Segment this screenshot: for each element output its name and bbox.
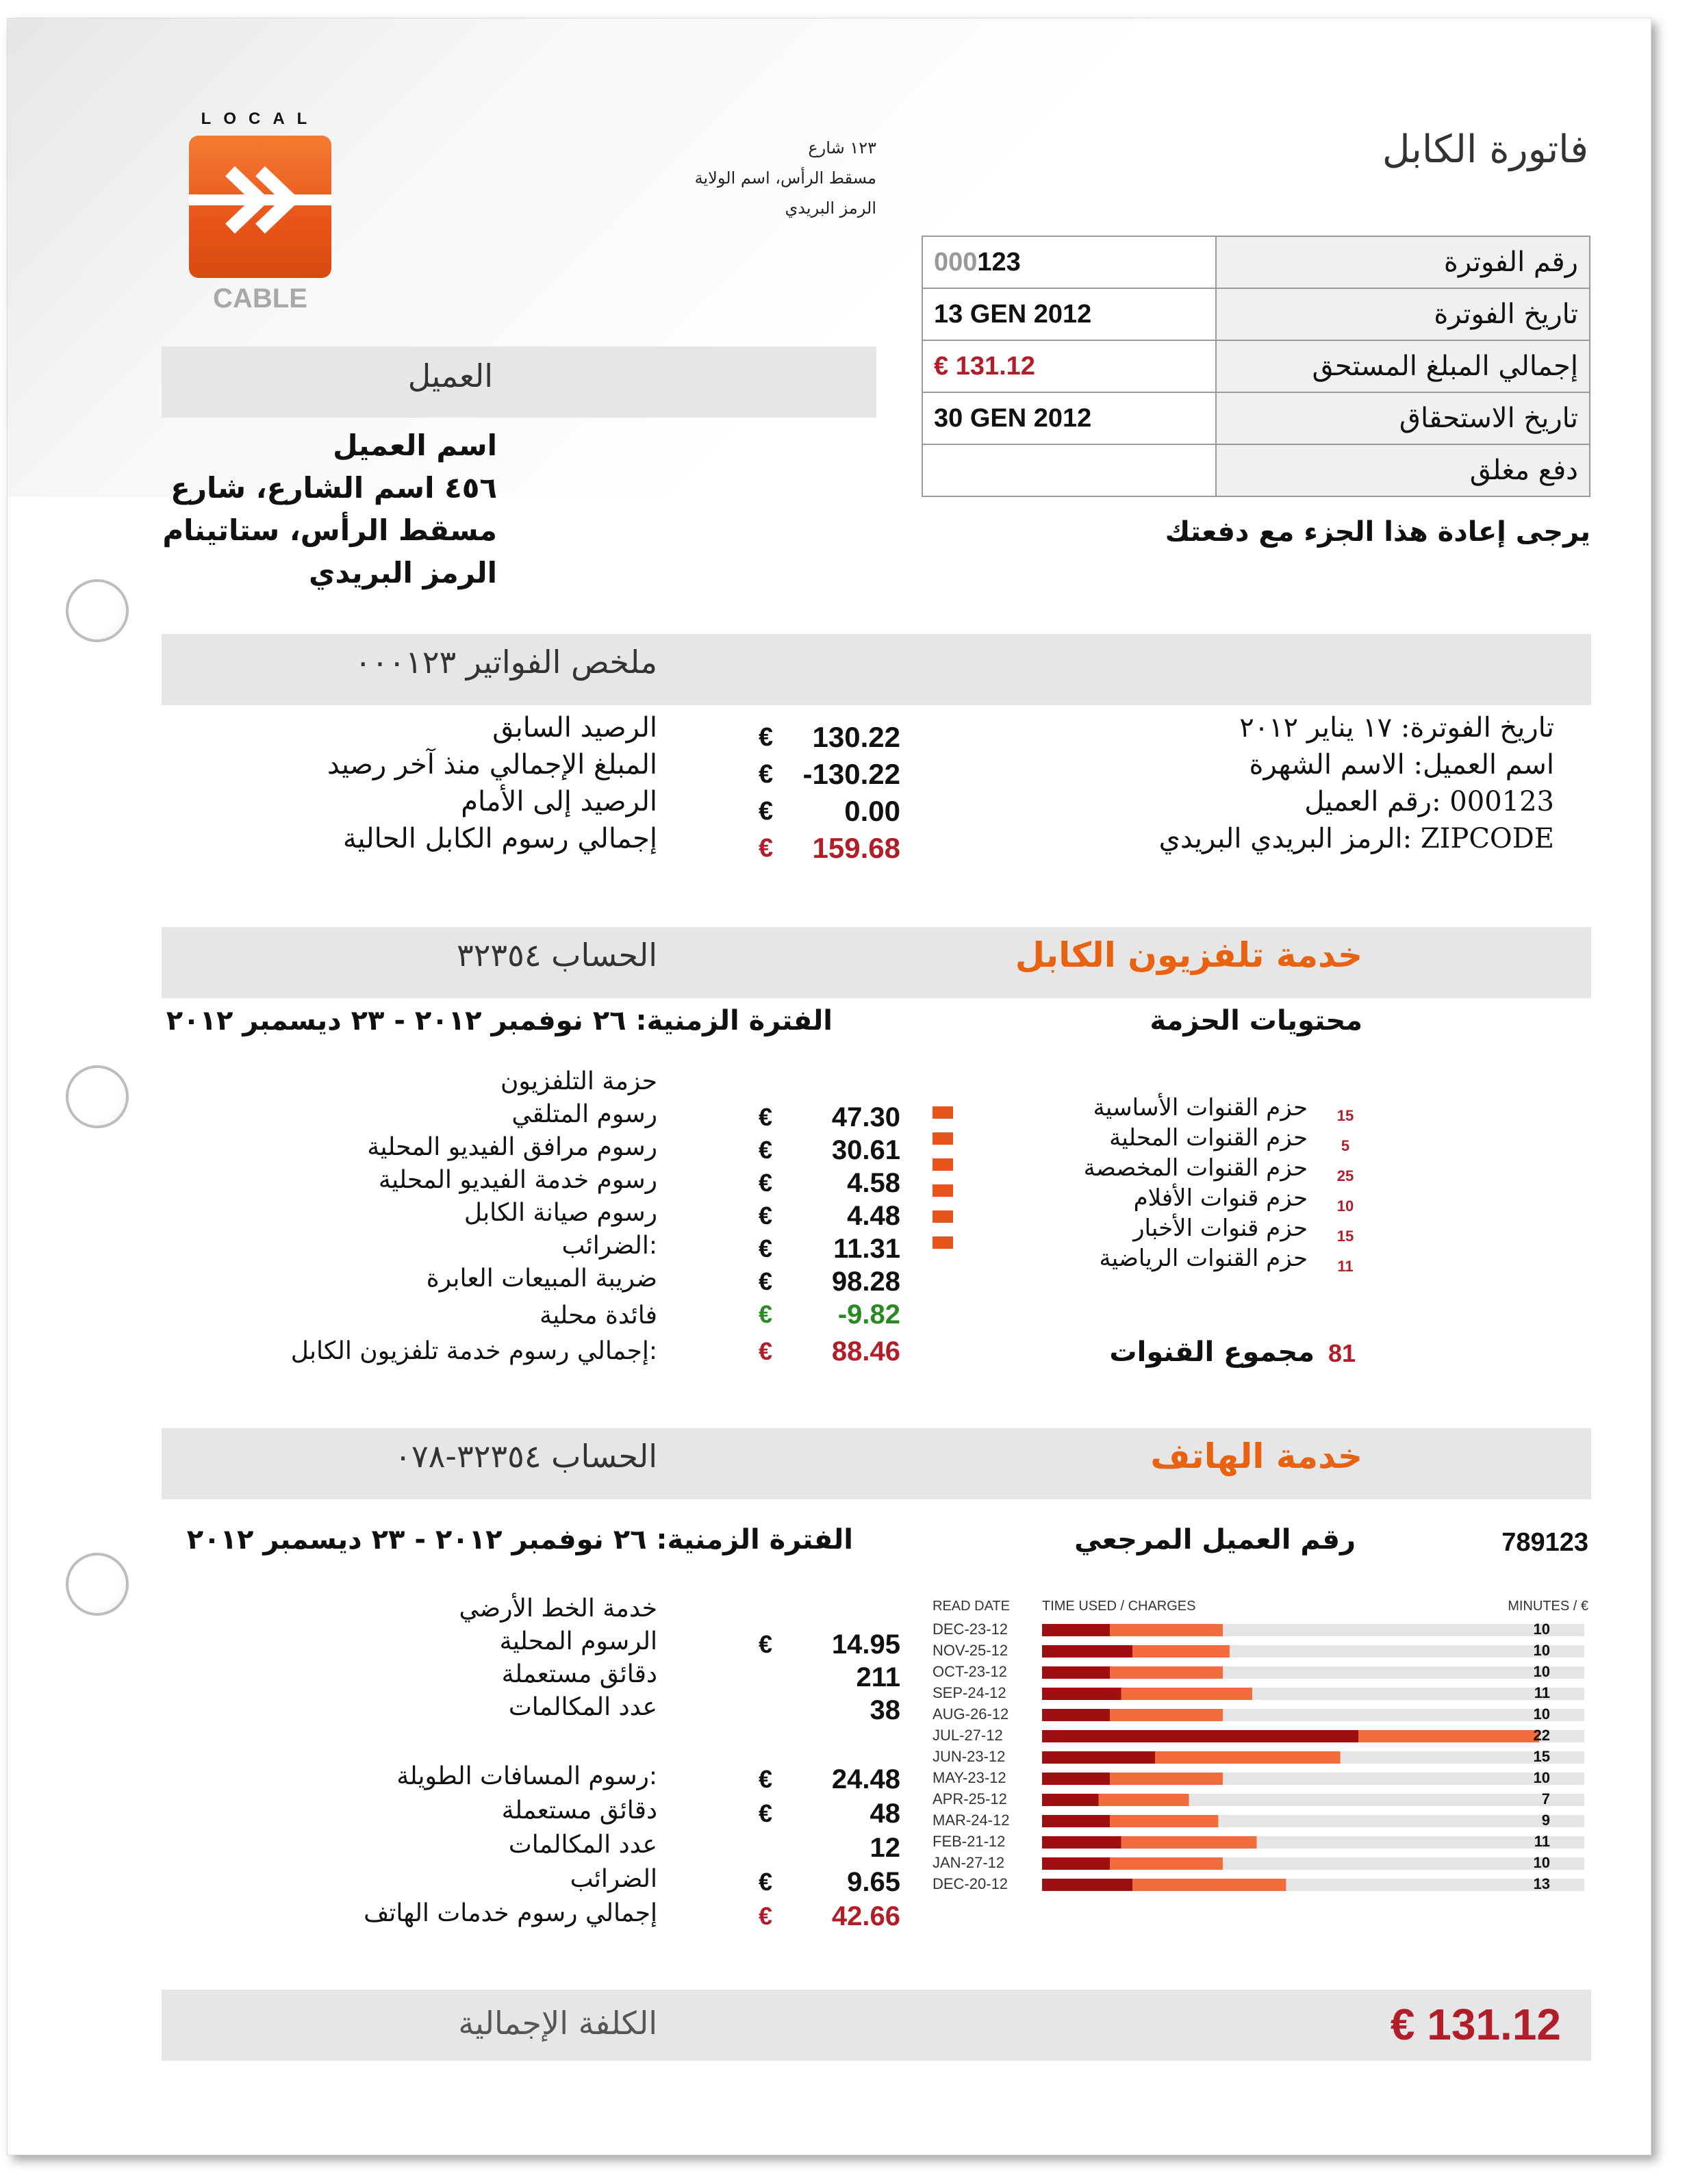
package-contents-header: محتويات الحزمة: [1150, 1005, 1362, 1037]
usage-chart-svg: [933, 1595, 1590, 1910]
currency-symbol: €: [759, 834, 774, 863]
chart-value-label: 7: [1541, 1790, 1550, 1807]
charge-marker: [933, 1184, 953, 1197]
charge-amount: 42.66: [831, 1901, 900, 1931]
chart-bar-light: [1121, 1688, 1252, 1700]
package-name: حزم القنوات الأساسية: [1093, 1094, 1308, 1121]
invoice-number-value: 000123: [922, 236, 1216, 288]
phone-long-currencies: [759, 1762, 782, 1933]
return-note: يرجى إعادة هذا الجزء مع دفعتك: [1165, 516, 1590, 548]
tv-title: خدمة تلفزيون الكابل: [1015, 935, 1362, 975]
chart-bar-light: [1121, 1836, 1257, 1849]
punch-hole: [66, 1065, 129, 1128]
channels-total-label: مجموع القنوات: [1109, 1336, 1315, 1368]
grand-total: [1301, 1999, 1561, 2050]
company-address-line: ١٢٣ شارع: [808, 138, 876, 157]
chart-category-label: SEP-24-12: [933, 1684, 1006, 1701]
chart-category-label: FEB-21-12: [933, 1833, 1006, 1850]
currency-symbol: €: [759, 1799, 773, 1827]
charge-label: عدد المكالمات: [508, 1831, 657, 1859]
customer-header: العميل: [407, 357, 493, 394]
charge-amount: 98.28: [831, 1267, 900, 1297]
chart-header-read-date: READ DATE: [933, 1599, 1010, 1614]
invoice-number-label: رقم الفوترة: [1216, 236, 1590, 288]
charge-amount: 211: [856, 1662, 900, 1692]
charge-amount: 48: [870, 1799, 900, 1829]
info-line: 000123 :رقم العميل: [1304, 786, 1554, 817]
chart-value-label: 15: [1533, 1748, 1550, 1765]
package-title: حزمة التلفزيون: [500, 1067, 657, 1095]
charge-amount: 47.30: [831, 1102, 900, 1132]
table-row: [922, 340, 1590, 392]
charge-amount: 24.48: [831, 1764, 900, 1794]
info-line: تاريخ الفوترة: ١٧ يناير ٢٠١٢: [1239, 712, 1554, 744]
phone-local-currencies: [759, 1628, 782, 1727]
customer-line: الرمز البريدي: [308, 556, 497, 589]
summary-currencies: [759, 719, 782, 867]
chart-bar-light: [1110, 1815, 1218, 1827]
charge-amount: 88.46: [831, 1336, 900, 1367]
package-name: حزم القنوات المخصصة: [1083, 1154, 1308, 1182]
chart-value-label: 10: [1533, 1769, 1550, 1786]
chart-bar-light: [1358, 1730, 1539, 1742]
currency-symbol: €: [759, 1337, 773, 1365]
currency-symbol: €: [759, 1103, 773, 1131]
due-date-label: تاريخ الاستحقاق: [1216, 392, 1590, 444]
phone-local-labels: [205, 1592, 657, 1724]
currency-symbol: €: [759, 760, 774, 789]
chart-category-label: APR-25-12: [933, 1790, 1007, 1807]
logo-top-text: LOCAL: [201, 110, 320, 128]
package-name: حزم القنوات الرياضية: [1099, 1245, 1308, 1272]
chart-bar-dark: [1042, 1836, 1121, 1849]
balance-forward-amount: 0.00: [844, 795, 900, 827]
chart-bar-light: [1132, 1879, 1286, 1891]
chart-category-label: MAY-23-12: [933, 1769, 1006, 1786]
chart-category-label: DEC-20-12: [933, 1875, 1009, 1892]
summary-labels: [205, 709, 657, 857]
customer-line: مسقط الرأس، ستاتينام: [162, 513, 497, 547]
amount-due-label: إجمالي المبلغ المستحق: [1216, 340, 1590, 392]
package-count: 10: [1336, 1197, 1354, 1215]
charge-amount: 38: [870, 1695, 900, 1725]
chart-bar-dark: [1042, 1794, 1099, 1806]
charge-label: رسوم خدمة الفيديو المحلية: [378, 1166, 657, 1194]
invoice-date-label: تاريخ الفوترة: [1216, 288, 1590, 340]
package-count: 15: [1336, 1107, 1354, 1124]
landline-title: خدمة الخط الأرضي: [459, 1595, 657, 1623]
chart-header-time-used: TIME USED / CHARGES: [1042, 1599, 1196, 1614]
amount-due-value: € 131.12: [922, 340, 1216, 392]
chart-bar-dark: [1042, 1773, 1110, 1785]
chart-category-label: AUG-26-12: [933, 1705, 1009, 1723]
package-list: [1027, 1093, 1308, 1273]
chart-bar-dark: [1042, 1624, 1110, 1636]
logo-bottom-text: CABLE: [213, 283, 307, 314]
customer-line: ٤٥٦ اسم الشارع، شارع: [170, 471, 497, 505]
phone-title: خدمة الهاتف: [1150, 1436, 1362, 1476]
charge-amount: 4.58: [847, 1168, 900, 1198]
logo-icon: [189, 136, 331, 278]
invoice-table: [922, 236, 1590, 497]
chart-bar-dark: [1042, 1751, 1155, 1764]
charge-label: عدد المكالمات: [508, 1693, 657, 1721]
phone-account: الحساب ٣٢٣٥٤-٠٧٨: [394, 1438, 657, 1475]
currency-symbol: €: [759, 797, 774, 826]
chart-bar-light: [1132, 1645, 1230, 1658]
charge-label: رسوم مرافق الفيديو المحلية: [367, 1133, 657, 1161]
chart-bar-dark: [1042, 1815, 1110, 1827]
table-row: [922, 288, 1590, 340]
invoice-date-value: 13 GEN 2012: [922, 288, 1216, 340]
customer-line: اسم العميل: [333, 429, 497, 462]
currency-symbol: €: [759, 1902, 773, 1930]
charge-label: :رسوم المسافات الطويلة: [396, 1762, 657, 1790]
punch-hole: [66, 1553, 129, 1616]
due-date-value: 30 GEN 2012: [922, 392, 1216, 444]
chart-bar-light: [1110, 1666, 1223, 1679]
chart-bar-light: [1110, 1709, 1223, 1721]
chart-category-label: OCT-23-12: [933, 1663, 1007, 1680]
punch-hole: [66, 579, 129, 642]
chart-value-label: 11: [1534, 1833, 1550, 1850]
currency-symbol: €: [759, 1169, 773, 1197]
currency-symbol: €: [759, 1868, 773, 1896]
tv-period: الفترة الزمنية: ٢٦ نوفمبر ٢٠١٢ - ٢٣ ديسمبر ٢٠١٢: [166, 1005, 833, 1037]
chart-value-label: 10: [1533, 1663, 1550, 1680]
company-address-line: مسقط الرأس، اسم الولاية: [694, 168, 876, 188]
charge-amount: 14.95: [831, 1629, 900, 1660]
chart-bar-light: [1110, 1773, 1223, 1785]
reference-value: 789123: [1501, 1528, 1588, 1557]
charge-label: دقائق مستعملة: [501, 1796, 657, 1825]
package-count: 11: [1337, 1258, 1354, 1275]
currency-symbol: [759, 1831, 782, 1865]
chart-header-minutes: MINUTES / €: [1508, 1599, 1588, 1614]
table-row: [922, 236, 1590, 288]
current-charges-label: إجمالي رسوم الكابل الحالية: [342, 823, 657, 854]
info-line: اسم العميل: الاسم الشهرة: [1249, 749, 1554, 780]
previous-balance-label: الرصيد السابق: [492, 712, 657, 744]
total-since-label: المبلغ الإجمالي منذ آخر رصيد: [327, 749, 657, 780]
chart-category-label: JUL-27-12: [933, 1727, 1003, 1744]
charge-marker: [933, 1158, 953, 1171]
charge-amount: 9.65: [847, 1867, 900, 1897]
table-row: [922, 392, 1590, 444]
phone-long-labels: [205, 1760, 657, 1931]
currency-symbol: €: [759, 1300, 773, 1328]
chart-bar-dark: [1042, 1879, 1132, 1891]
chart-value-label: 22: [1533, 1727, 1550, 1744]
chart-category-label: JAN-27-12: [933, 1854, 1005, 1871]
current-charges-amount: 159.68: [812, 832, 900, 864]
charge-label: رسوم المتلقي: [511, 1100, 657, 1128]
phone-long-amounts: [781, 1762, 900, 1933]
charge-marker: [933, 1210, 953, 1223]
charge-label: الرسوم المحلية: [499, 1627, 657, 1655]
info-line: ZIPCODE :الرمز البريدي البريدي: [1158, 823, 1554, 854]
currency-symbol: [759, 1661, 782, 1694]
package-name: حزم قنوات الأخبار: [1133, 1215, 1308, 1242]
currency-symbol: €: [759, 1136, 773, 1164]
package-name: حزم قنوات الأفلام: [1133, 1184, 1308, 1212]
charge-label: الضرائب: [570, 1865, 657, 1893]
currency-symbol: €: [759, 1234, 773, 1262]
chart-bar-dark: [1042, 1688, 1121, 1700]
tv-amounts: [781, 1101, 900, 1368]
chart-value-label: 10: [1533, 1705, 1550, 1723]
total-amount: 131.12: [1427, 2000, 1561, 2049]
tv-charge-labels: [205, 1065, 657, 1368]
payment-closed-label: دفع مغلق: [1216, 444, 1590, 496]
chart-category-label: MAR-24-12: [933, 1812, 1010, 1829]
chart-value-label: 9: [1541, 1812, 1550, 1829]
currency-symbol: €: [759, 1630, 773, 1658]
charge-label: فائدة محلية: [539, 1301, 657, 1330]
package-count: 5: [1341, 1137, 1350, 1154]
chart-value-label: 11: [1534, 1684, 1550, 1701]
tv-currencies: [759, 1101, 782, 1368]
charge-label: دقائق مستعملة: [501, 1660, 657, 1688]
chart-bar-light: [1110, 1857, 1223, 1870]
chart-bar-dark: [1042, 1645, 1132, 1658]
company-address: [602, 133, 876, 223]
charge-amount: -9.82: [837, 1299, 900, 1330]
charge-amount: 12: [870, 1833, 900, 1863]
charge-amount: 11.31: [833, 1234, 900, 1264]
tv-account: الحساب ٣٢٣٥٤: [456, 937, 657, 974]
chart-bar-light: [1110, 1624, 1223, 1636]
chart-bar-light: [1099, 1794, 1189, 1806]
charge-label: ضريبة المبيعات العابرة: [426, 1265, 657, 1293]
charge-marker: [933, 1132, 953, 1145]
package-count: 15: [1336, 1228, 1354, 1245]
total-currency: €: [1390, 2000, 1415, 2049]
chart-bar-dark: [1042, 1857, 1110, 1870]
total-label: الكلفة الإجمالية: [458, 2005, 657, 2042]
charge-marker: [933, 1106, 953, 1119]
package-count: 25: [1336, 1167, 1354, 1184]
currency-symbol: €: [759, 1765, 773, 1793]
summary-header: ملخص الفواتير ٠٠٠١٢٣: [354, 644, 657, 681]
phone-period: الفترة الزمنية: ٢٦ نوفمبر ٢٠١٢ - ٢٣ ديسمبر ٢٠١٢: [186, 1524, 853, 1556]
charge-marker: [933, 1236, 953, 1249]
currency-symbol: €: [759, 1202, 773, 1230]
chart-value-label: 10: [1533, 1642, 1550, 1659]
currency-symbol: €: [759, 723, 774, 752]
charge-amount: 30.61: [831, 1135, 900, 1165]
chart-value-label: 10: [1533, 1854, 1550, 1871]
currency-symbol: €: [759, 1267, 773, 1295]
total-since-amount: -130.22: [802, 758, 900, 790]
charge-label: رسوم صيانة الكابل: [464, 1199, 657, 1227]
charge-label: إجمالي رسوم خدمات الهاتف: [364, 1899, 657, 1927]
chart-bar-light: [1155, 1751, 1341, 1764]
balance-forward-label: الرصيد إلى الأمام: [461, 786, 657, 817]
channels-total: 81: [1328, 1339, 1356, 1367]
chart-value-label: 13: [1533, 1875, 1550, 1892]
customer-address: [162, 424, 497, 594]
table-row: [922, 444, 1590, 496]
chart-bar-dark: [1042, 1730, 1358, 1742]
summary-info: [1054, 709, 1554, 857]
chart-value-label: 10: [1533, 1621, 1550, 1638]
payment-closed-value[interactable]: [922, 444, 1216, 496]
reference-label: رقم العميل المرجعي: [1074, 1524, 1356, 1556]
chart-bar-dark: [1042, 1709, 1110, 1721]
currency-symbol: [759, 1694, 782, 1727]
phone-local-amounts: [781, 1628, 900, 1727]
summary-amounts: [781, 719, 900, 867]
chart-bar-dark: [1042, 1666, 1110, 1679]
chart-category-label: NOV-25-12: [933, 1642, 1009, 1659]
charge-label: :الضرائب: [561, 1232, 657, 1260]
package-counts: [1328, 1101, 1362, 1282]
package-name: حزم القنوات المحلية: [1109, 1124, 1308, 1152]
usage-chart: [933, 1595, 1590, 1910]
chart-category-label: DEC-23-12: [933, 1621, 1009, 1638]
chart-category-label: JUN-23-12: [933, 1748, 1006, 1765]
previous-balance-amount: 130.22: [812, 721, 900, 753]
page-title: فاتورة الكابل: [1382, 127, 1588, 172]
company-address-line: الرمز البريدي: [785, 199, 876, 218]
charge-label: :إجمالي رسوم خدمة تلفزيون الكابل: [290, 1337, 657, 1365]
charge-amount: 4.48: [847, 1201, 900, 1231]
